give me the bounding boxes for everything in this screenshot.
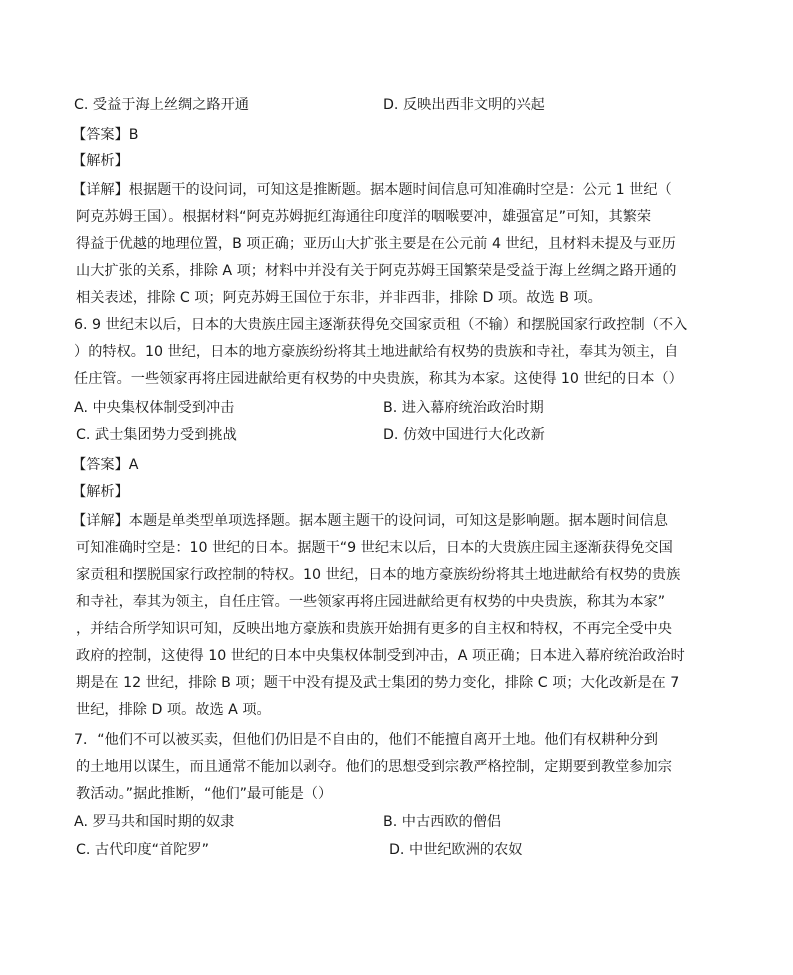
q6-detail-line: 政府的控制，这使得 10 世纪的日本中央集权体制受到冲击，A 项正确；日本进入幕府统治政治时 [76,648,685,664]
q6-detail-line: 可知准确时空是：10 世纪的日本。据题干“9 世纪末以后，日本的大贵族庄园主逐渐获得免交国 [76,540,673,556]
q6-detail-line: 和寺社，奉其为领主，自任庄管。一些领家再将庄园进献给更有权势的中央贵族，称其为本家” [76,594,666,610]
q7-option-b: B. 中古西欧的僧侣 [383,814,502,830]
q5-detail-line: 阿克苏姆王国）。根据材料“阿克苏姆扼红海通往印度洋的咽喉要冲，雄强富足”可知，其繁荣 [76,209,652,225]
q6-detail-line: 【详解】本题是单类型单项选择题。据本题主题干的设问词，可知这是影响题。据本题时间信息 [72,513,668,529]
q7-stem-line: 7．“他们不可以被买卖，但他们仍旧是不自由的，他们不能擅自离开土地。他们有权耕种分到 [74,732,658,748]
q5-answer: 【答案】B [72,127,139,143]
q6-stem-line: 6. 9 世纪末以后，日本的大贵族庄园主逐渐获得免交国家贡租（不输）和摆脱国家行政控制（不入 [74,317,688,333]
q7-stem-line: 教活动。”据此推断，“他们”最可能是（） [76,786,333,802]
q6-detail-line: 世纪，排除 D 项。故选 A 项。 [76,702,271,718]
q5-detail-line: 山大扩张的关系，排除 A 项；材料中并没有关于阿克苏姆王国繁荣是受益于海上丝绸之路开通的 [76,263,677,279]
q7-stem-line: 的土地用以谋生，而且通常不能加以剥夺。他们的思想受到宗教严格控制，定期要到教堂参加宗 [76,759,672,775]
q5-analysis-label: 【解析】 [72,153,129,169]
q6-answer: 【答案】A [72,457,139,473]
q5-detail-line: 【详解】根据题干的设问词，可知这是推断题。据本题时间信息可知准确时空是：公元 1 世纪（ [72,182,672,198]
q6-option-a: A. 中央集权体制受到冲击 [74,400,235,416]
q6-detail-line: 期是在 12 世纪，排除 B 项；题干中没有提及武士集团的势力变化，排除 C 项；大化改新是在 7 [76,675,680,691]
q6-stem-line: ）的特权。10 世纪，日本的地方豪族纷纷将其土地进献给有权势的贵族和寺社，奉其为领主，自 [74,344,679,360]
q7-option-a: A. 罗马共和国时期的奴隶 [74,814,235,830]
q5-option-c: C. 受益于海上丝绸之路开通 [74,97,249,113]
q6-option-c: C. 武士集团势力受到挑战 [76,427,237,443]
q6-analysis-label: 【解析】 [72,484,129,500]
q6-option-d: D. 仿效中国进行大化改新 [383,427,545,443]
q6-option-b: B. 进入幕府统治政治时期 [383,400,544,416]
q6-stem-line: 任庄管。一些领家再将庄园进献给更有权势的中央贵族，称其为本家。这使得 10 世纪的日本（） [74,371,683,387]
q7-option-c: C. 古代印度“首陀罗” [76,842,209,858]
q7-option-d: D. 中世纪欧洲的农奴 [389,842,523,858]
q5-detail-line: 得益于优越的地理位置，B 项正确；亚历山大扩张主要是在公元前 4 世纪，且材料未提及与亚历 [76,236,676,252]
q5-detail-line: 相关表述，排除 C 项；阿克苏姆王国位于东非，并非西非，排除 D 项。故选 B 项。 [76,290,602,306]
q6-detail-line: 家贡租和摆脱国家行政控制的特权。10 世纪，日本的地方豪族纷纷将其土地进献给有权势的贵族 [76,567,681,583]
q6-detail-line: ，并结合所学知识可知，反映出地方豪族和贵族开始拥有更多的自主权和特权，不再完全受中央 [76,621,672,637]
q5-option-d: D. 反映出西非文明的兴起 [383,97,545,113]
